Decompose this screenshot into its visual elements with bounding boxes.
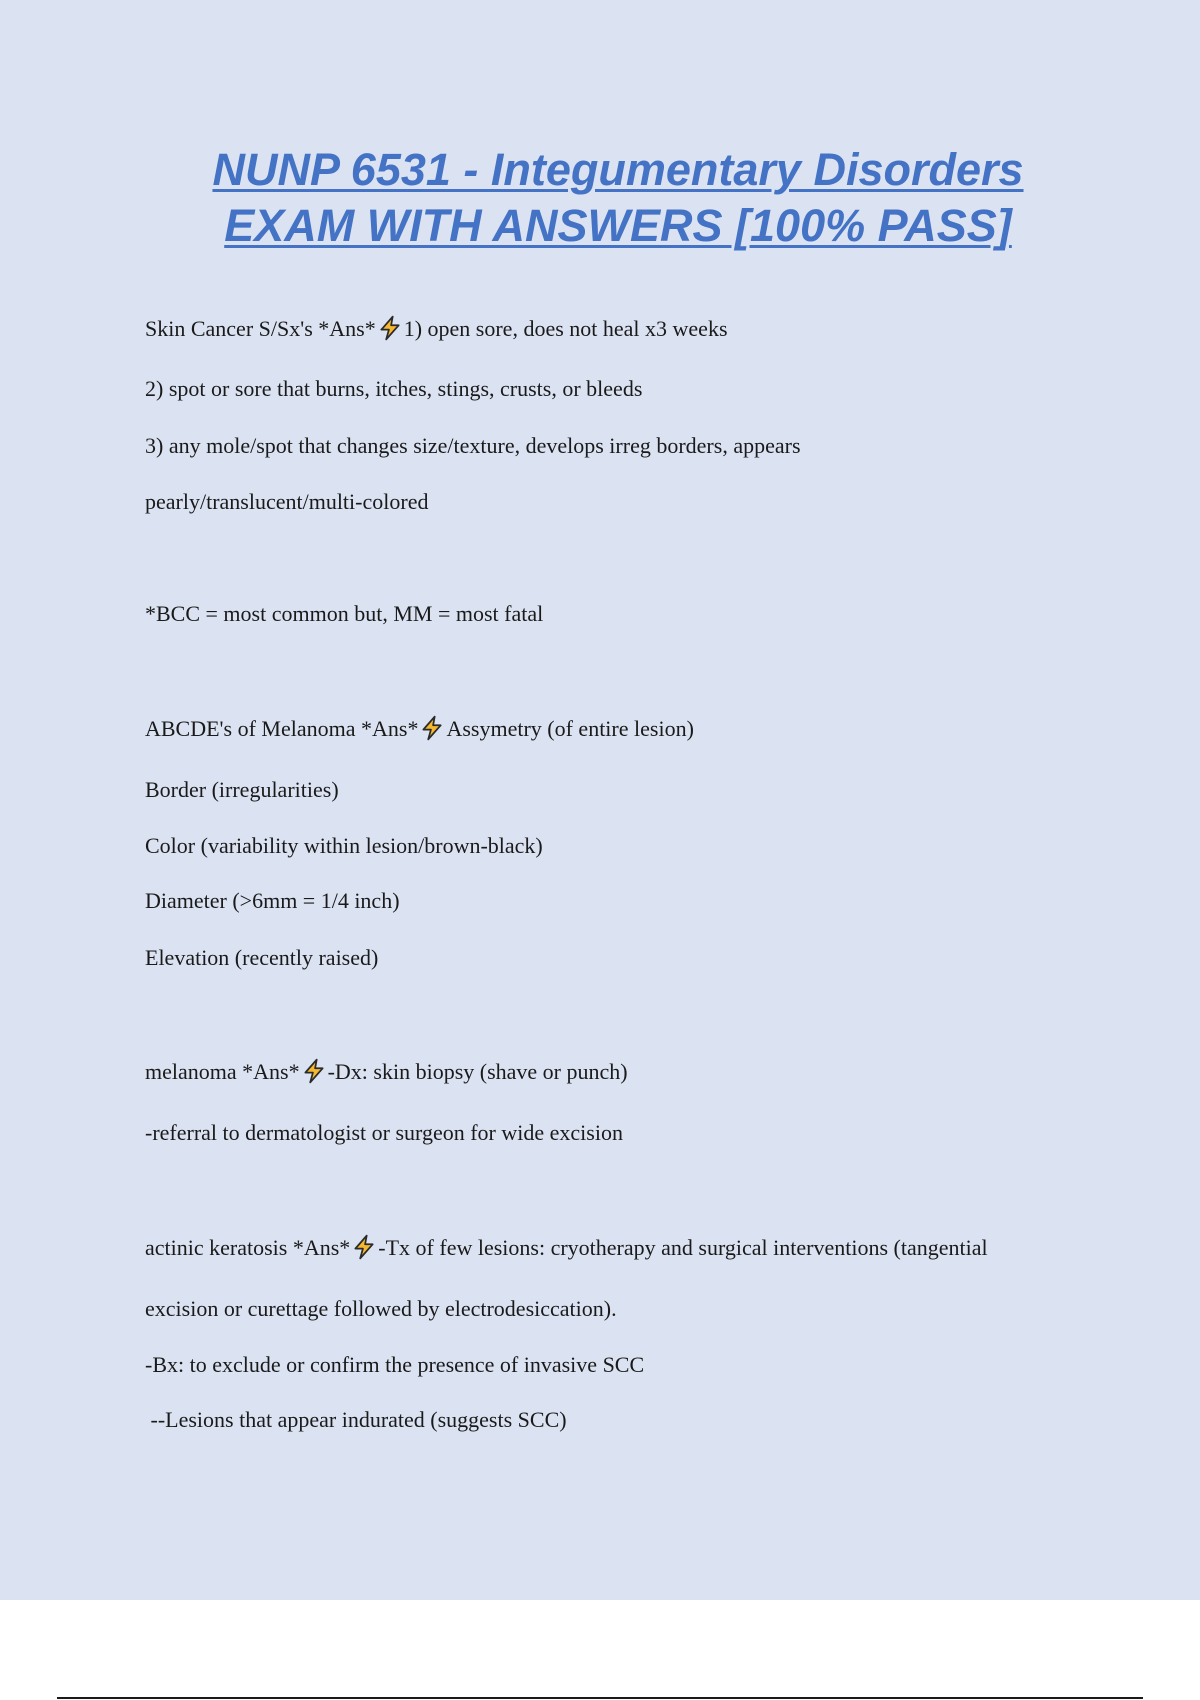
answer-marker: *Ans* — [292, 1235, 351, 1260]
answer-line: Elevation (recently raised) — [145, 945, 379, 970]
qa-line-abcde — [145, 715, 694, 743]
answer-line: 3) any mole/spot that changes size/texture, develops irreg borders, appears — [145, 433, 801, 458]
answer-line: pearly/translucent/multi-colored — [145, 489, 429, 514]
question-text: ABCDE's of Melanoma — [145, 716, 356, 741]
qa-line-melanoma — [145, 1058, 628, 1086]
answer-line: Color (variability within lesion/brown-black) — [145, 833, 543, 858]
answer-text: 1) open sore, does not heal x3 weeks — [403, 316, 728, 341]
question-text: actinic keratosis — [145, 1235, 288, 1260]
answer-line: Border (irregularities) — [145, 777, 339, 802]
answer-text: -Tx of few lesions: cryotherapy and surgical interventions (tangential — [378, 1235, 988, 1260]
lightning-bolt-icon — [419, 715, 445, 741]
answer-marker: *Ans* — [361, 716, 419, 741]
note-line: *BCC = most common but, MM = most fatal — [145, 601, 544, 626]
question-text: Skin Cancer S/Sx's — [145, 316, 313, 341]
answer-line: 2) spot or sore that burns, itches, stings, crusts, or bleeds — [145, 376, 643, 401]
qa-line-actinic-keratosis — [145, 1234, 988, 1262]
answer-marker: *Ans* — [242, 1059, 300, 1084]
lightning-bolt-icon — [301, 1058, 327, 1084]
answer-text: -Dx: skin biopsy (shave or punch) — [327, 1059, 628, 1084]
answer-line: --Lesions that appear indurated (suggests SCC) — [145, 1407, 567, 1432]
title-line-2: EXAM WITH ANSWERS [100% PASS] — [224, 200, 1012, 251]
answer-line: -Bx: to exclude or confirm the presence of invasive SCC — [145, 1352, 645, 1377]
qa-line-skin-cancer — [145, 315, 728, 343]
lightning-bolt-icon — [351, 1234, 377, 1260]
footer-rule — [57, 1697, 1143, 1699]
answer-text: Assymetry (of entire lesion) — [446, 716, 694, 741]
question-text: melanoma — [145, 1059, 237, 1084]
answer-line: Diameter (>6mm = 1/4 inch) — [145, 888, 400, 913]
answer-line: excision or curettage followed by electrodesiccation). — [145, 1296, 617, 1321]
answer-line: -referral to dermatologist or surgeon for wide excision — [145, 1120, 623, 1145]
document-title — [0, 142, 1200, 254]
answer-marker: *Ans* — [318, 316, 376, 341]
title-line-1: NUNP 6531 - Integumentary Disorders — [212, 144, 1024, 195]
lightning-bolt-icon — [377, 315, 403, 341]
